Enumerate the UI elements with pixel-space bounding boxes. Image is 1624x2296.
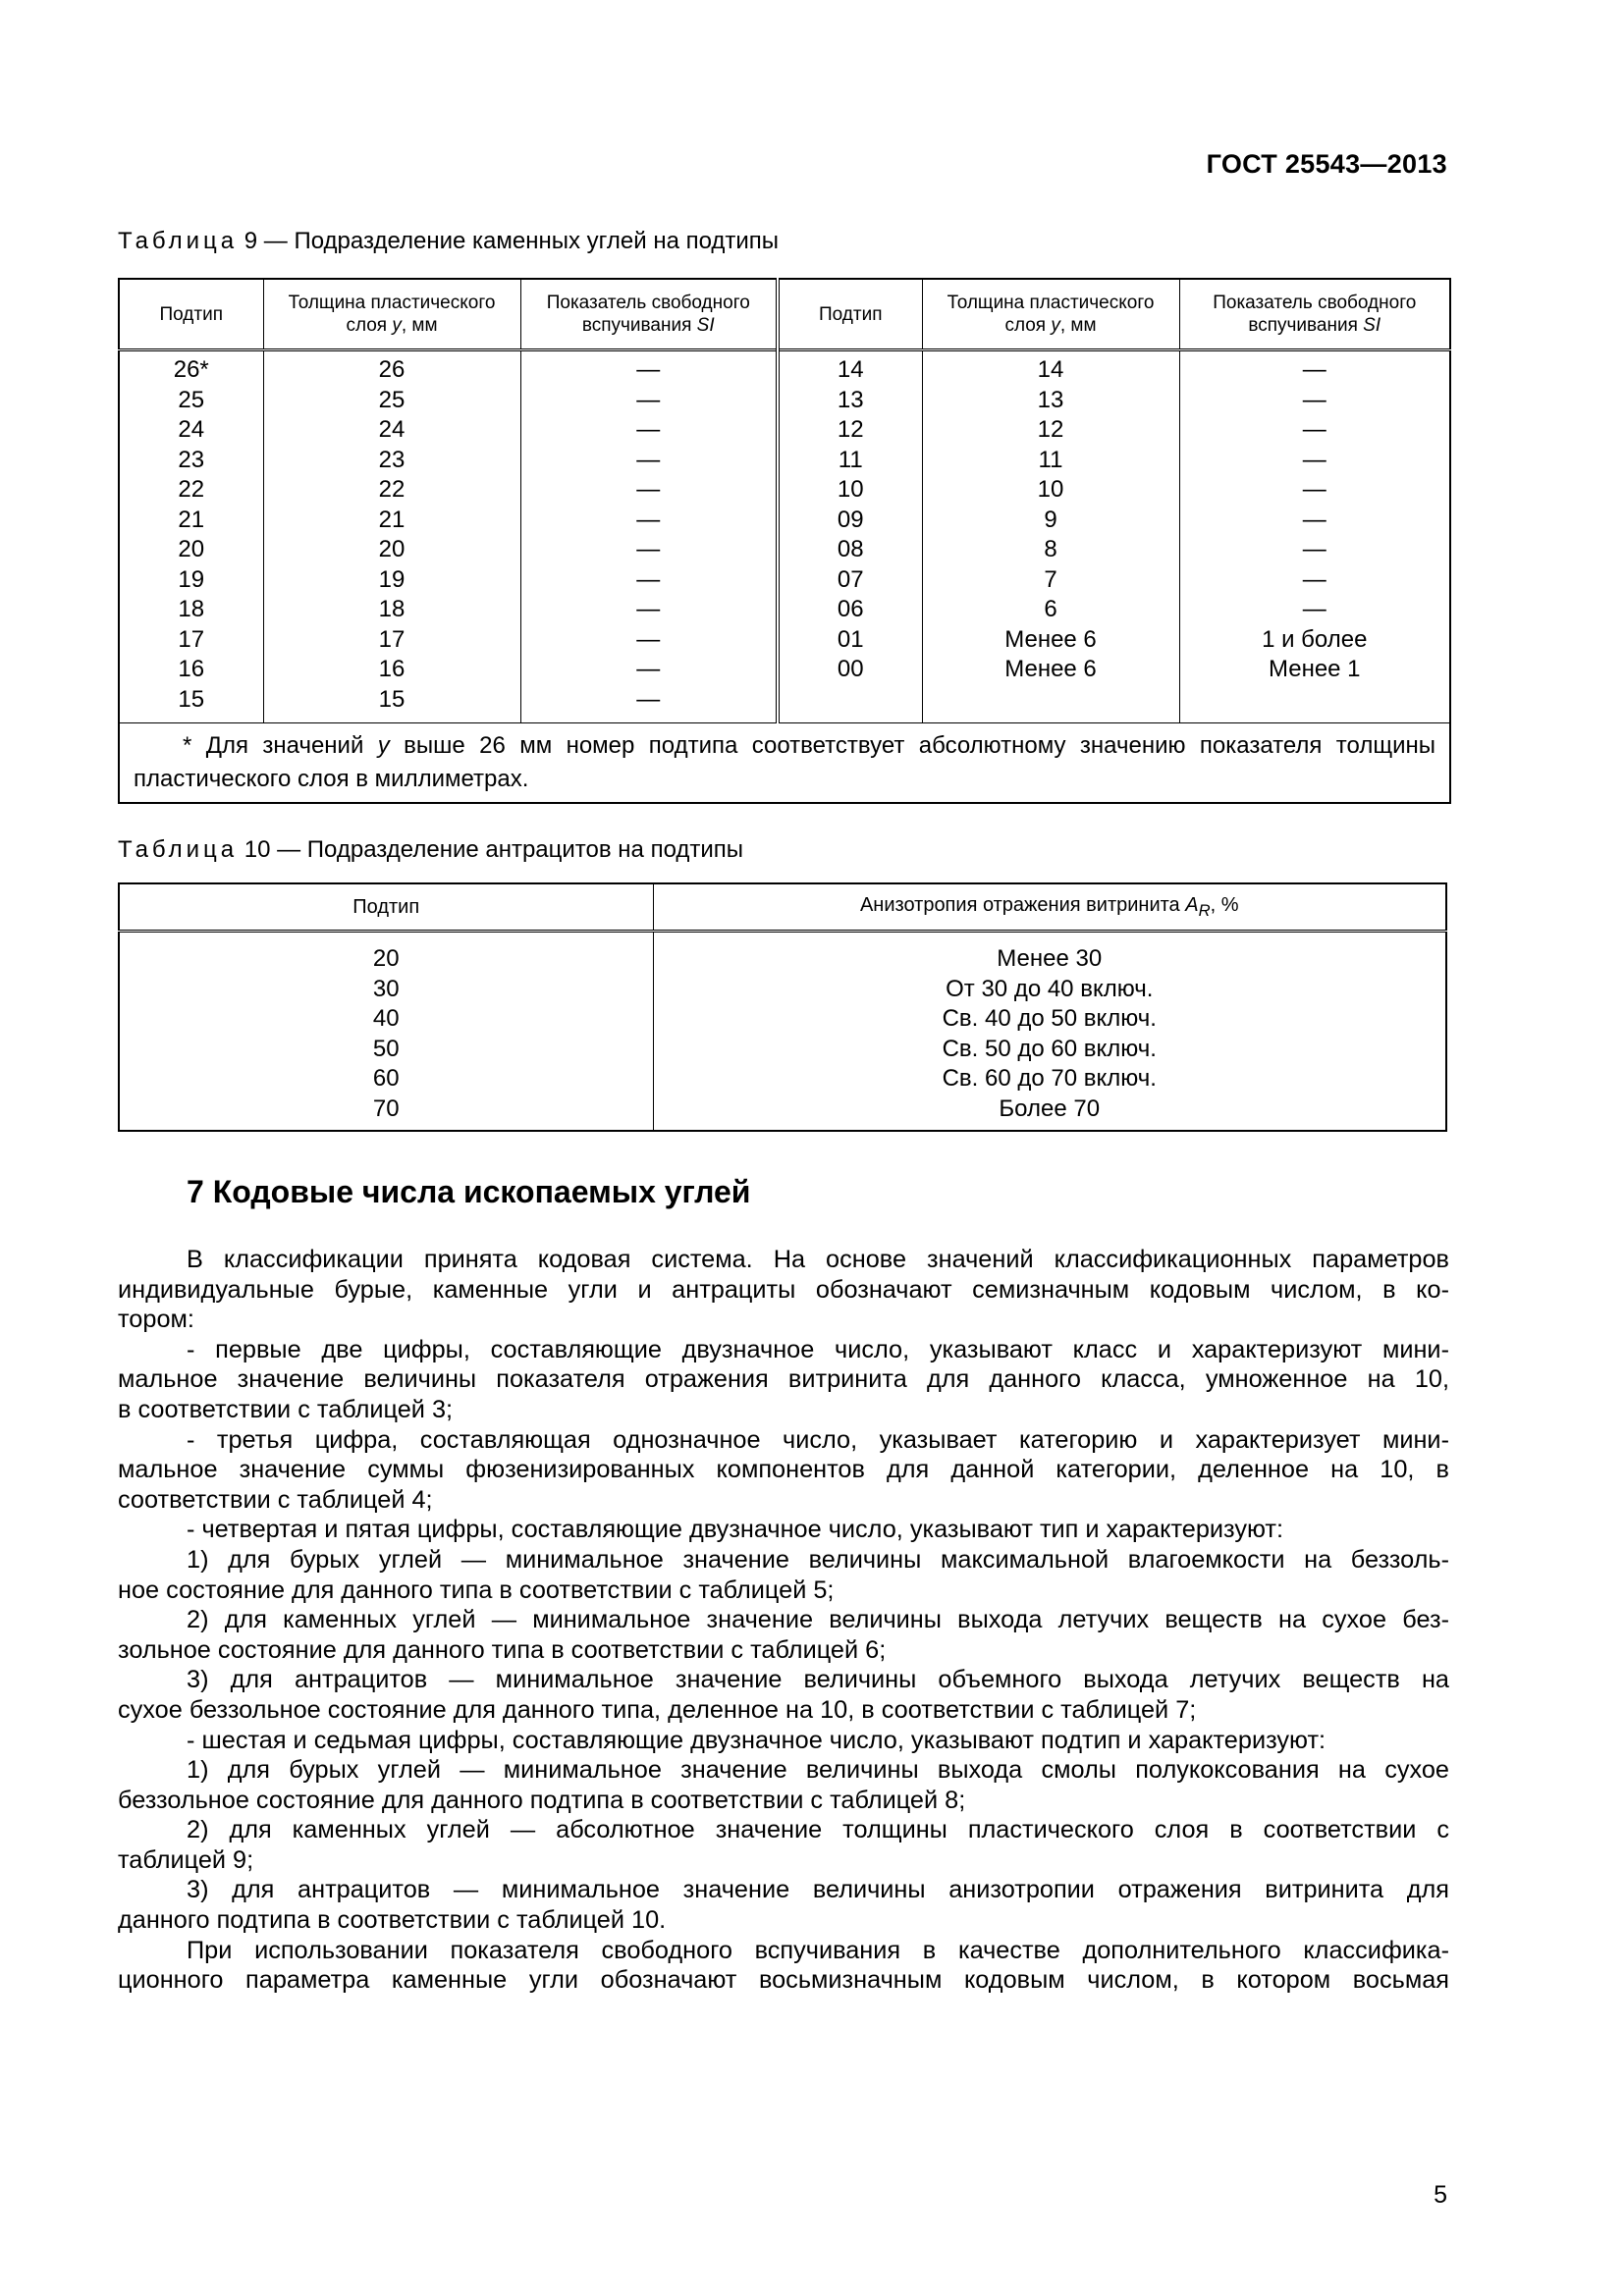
table-cell: Св. 50 до 60 включ. [942,1035,1157,1062]
table-cell: — [1302,386,1326,413]
table-cell: 19 [378,565,406,593]
table-cell: 25 [178,386,205,413]
body-line: ционного параметра каменные угли обозначают восьмизначным кодовым числом, в котором восьмая [118,1966,1449,1995]
table9-header-subtype-2: Подтип [778,279,922,350]
body-line: 2) для каменных углей — минимальное значение величины выхода летучих веществ на сухое без- [187,1606,1449,1634]
table-cell: 10 [837,476,864,503]
table-cell: 17 [378,625,406,653]
table9-header-row [119,279,1450,350]
table-cell: 13 [837,386,864,413]
table10-body-row [119,932,1446,1132]
table-cell: 07 [837,565,864,593]
table-cell: 06 [837,596,864,622]
table-cell: 8 [1044,536,1057,562]
body-line: таблицей 9; [118,1845,254,1874]
body-line: беззольное состояние для данного подтипа в соответствии с таблицей 8; [118,1786,966,1814]
table-cell: 24 [378,416,406,443]
body-line: При использовании показателя свободного вспучивания в качестве дополнительного классифика- [187,1936,1449,1964]
table10-header-anisotropy: Анизотропия отражения витринита $A_R$, % [653,883,1446,932]
body-line: 3) для антрацитов — минимальное значение величины анизотропии отражения витринита для [187,1876,1449,1904]
table-cell: 21 [378,506,406,533]
table9-caption [118,228,779,255]
table-cell: 20 [372,945,400,972]
body-line: мальное значение суммы фюзенизированных компонентов для данной категории, деленное на 10, в [118,1456,1449,1484]
table-cell: 01 [837,625,864,653]
body-line: данного подтипа в соответствии с таблицей 10. [118,1906,667,1935]
table-cell: — [1302,446,1326,473]
table-cell: Менее 30 [997,945,1103,972]
body-line: тором: [118,1306,194,1334]
table-cell: 19 [178,565,205,593]
table-cell: 70 [372,1095,400,1122]
body-line: сухое беззольное состояние для данного типа, деленное на 10, в соответствии с таблицей 7; [118,1695,1197,1724]
table-cell: Менее 6 [1004,656,1097,682]
table-cell: 17 [178,625,205,653]
table-cell: 09 [837,506,864,533]
table9-header-thickness: Толщина пластического слоя y, мм [263,279,520,350]
table9-footnote-row [119,723,1450,804]
table-cell: — [636,386,661,413]
table9-header-swelling-2: Показатель свободного вспучивания SI [1179,279,1450,350]
table-cell: 50 [372,1035,400,1062]
body-line: 3) для антрацитов — минимальное значение величины объемного выхода летучих веществ на [187,1666,1449,1694]
table-cell: 15 [378,685,406,713]
table-cell: Менее 1 [1268,656,1361,682]
table10-header-row [119,883,1446,932]
table9-body-row [119,350,1450,723]
table-cell: 26* [173,356,209,383]
table-cell: 20 [178,536,205,562]
table-cell: Более 70 [999,1095,1101,1122]
body-line: - шестая и седьмая цифры, составляющие двузначное число, указывают подтип и характеризуют: [187,1726,1326,1754]
table-cell: 14 [837,356,864,383]
body-line: 1) для бурых углей — минимальное значение величины максимальной влагоемкости на беззоль- [187,1545,1449,1574]
table9-col-subtype-left [119,350,263,723]
table9-col-thickness-left [263,350,520,723]
table-cell: 11 [838,446,863,473]
table-cell: 26 [378,356,406,383]
table-cell: 6 [1044,596,1057,622]
body-line: 2) для каменных углей — абсолютное значение толщины пластического слоя в соответствии с [187,1816,1449,1844]
section-7-body [118,1245,1449,1996]
body-line: соответствии с таблицей 4; [118,1485,433,1514]
table-cell: 23 [178,446,205,473]
body-line: в соответствии с таблицей 3; [118,1395,454,1423]
table-cell: Св. 40 до 50 включ. [942,1005,1157,1032]
body-line: - третья цифра, составляющая однозначное число, указывает категорию и характеризует мини- [187,1425,1449,1454]
table-cell: 18 [178,596,205,622]
table-cell: 10 [1037,476,1064,503]
table9-col-swelling-left [520,350,778,723]
table-cell: 12 [837,416,864,443]
table-cell: 30 [372,975,400,1002]
table-cell: 15 [178,685,205,713]
table-cell: — [1302,476,1326,503]
table9-header-subtype: Подтип [119,279,263,350]
table-cell: — [636,596,661,622]
table-cell: — [1302,506,1326,533]
table-cell: — [636,656,661,682]
table-cell: 18 [378,596,406,622]
page-number: 5 [1434,2181,1447,2209]
table-cell: — [636,625,661,653]
table-cell: — [636,685,661,713]
table-cell: 16 [378,656,406,682]
table10-header-subtype: Подтип [119,883,653,932]
table9-caption-text: 9 — Подразделение каменных углей на подтипы [238,228,780,254]
table-cell: Менее 6 [1004,625,1097,653]
table-cell: 40 [372,1005,400,1032]
table-cell: — [1302,565,1326,593]
table-cell: 12 [1037,416,1064,443]
table-cell: 22 [178,476,205,503]
table-cell: 11 [1038,446,1063,473]
table-cell: 60 [372,1065,400,1092]
table-cell: От 30 до 40 включ. [946,975,1154,1002]
table-cell: 16 [178,656,205,682]
table-cell: Св. 60 до 70 включ. [942,1065,1157,1092]
table-cell: 7 [1044,565,1057,593]
table10-caption-prefix: Таблица [118,836,239,863]
table-cell: 08 [837,536,864,562]
body-line: В классификации принята кодовая система. На основе значений классификационных параметров [187,1246,1449,1273]
table-cell: 22 [378,476,406,503]
table-cell: 20 [378,536,406,562]
table10-anthracite-subtypes [118,882,1447,1132]
table-cell: — [636,536,661,562]
table-cell: — [636,506,661,533]
section-7-title: 7 Кодовые числа ископаемых углей [187,1174,751,1209]
table-cell: 9 [1044,506,1057,533]
table9-col-swelling-right [1179,350,1450,723]
body-line: 1) для бурых углей — минимальное значение величины выхода смолы полукоксования на сухое [187,1756,1449,1785]
table9-col-thickness-right [922,350,1179,723]
table-cell: — [636,416,661,443]
table-cell: — [636,356,661,383]
table-cell: — [636,565,661,593]
table-cell: 00 [837,656,864,682]
table-cell: 25 [378,386,406,413]
table10-col-subtype [119,932,653,1132]
body-line: зольное состояние для данного типа в соответствии с таблицей 6; [118,1635,887,1664]
document-code: ГОСТ 25543—2013 [1206,149,1447,179]
table-cell: — [636,446,661,473]
body-line: индивидуальные бурые, каменные угли и антрациты обозначают семизначным кодовым числом, в ко- [118,1275,1449,1304]
table-cell: — [1302,356,1326,383]
table10-caption [118,836,743,864]
table-cell: 14 [1037,356,1064,383]
body-line: мальное значение величины показателя отражения витринита для данного класса, умноженное на 10, [118,1365,1449,1394]
table9-header-swelling: Показатель свободного вспучивания SI [520,279,778,350]
table-cell: — [1302,416,1326,443]
table10-caption-text: 10 — Подразделение антрацитов на подтипы [238,836,744,863]
table9-caption-prefix: Таблица [118,228,239,254]
table-cell: — [1302,596,1326,622]
table-cell: 13 [1037,386,1064,413]
table9-col-subtype-right [778,350,922,723]
table10-col-anisotropy [653,932,1446,1132]
table9-footnote: * Для значений y выше 26 мм номер подтипа соответствует абсолютному значению показателя толщины пластического слоя в миллиметрах. [119,723,1450,804]
table-cell: 21 [178,506,205,533]
body-line: - четвертая и пятая цифры, составляющие двузначное число, указывают тип и характеризуют: [187,1516,1284,1544]
table-cell: 24 [178,416,205,443]
table-cell: — [1302,536,1326,562]
body-line: ное состояние для данного типа в соответствии с таблицей 5; [118,1575,835,1604]
table-cell: — [636,476,661,503]
table-cell: 23 [378,446,406,473]
table9-coal-subtypes [118,278,1451,804]
table9-header-thickness-2: Толщина пластического слоя y, мм [922,279,1179,350]
body-line: - первые две цифры, составляющие двузначное число, указывают класс и характеризуют мини- [187,1335,1449,1363]
table-cell: 1 и более [1262,625,1368,653]
